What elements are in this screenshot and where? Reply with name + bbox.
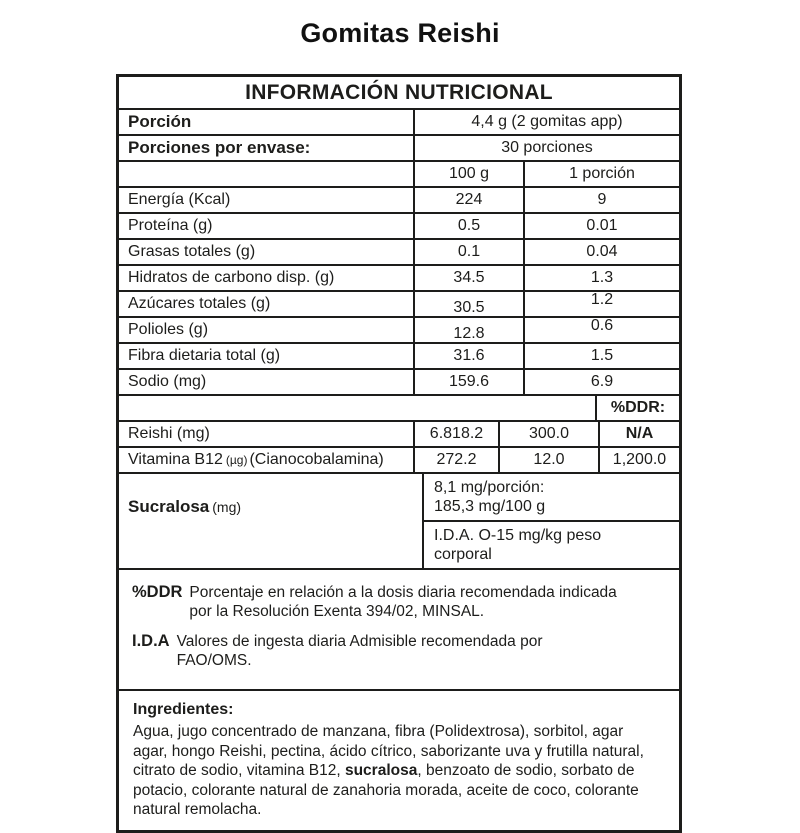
ingredients-text-part2: , benzoato de sodio, sorbato de potacio, colorante natural de zanahoria morada, aceite de coco, colorante natural remolacha.	[133, 762, 639, 818]
ddr-header-label: %DDR:	[595, 396, 679, 420]
nutrient-row-sodium	[119, 368, 679, 394]
nutrient-row-fat	[119, 238, 679, 264]
nutrient-row-protein	[119, 212, 679, 238]
nutrient-label: Hidratos de carbono disp. (g)	[128, 269, 335, 286]
nutrient-label: Energía (Kcal)	[128, 191, 231, 208]
servings-label: Porciones por envase:	[128, 138, 311, 157]
sucralose-dose-per-portion: 8,1 mg/porción:	[434, 479, 545, 496]
nutrient-value-portion: 1.5	[523, 344, 679, 368]
nutrient-value-portion: 1.3	[523, 266, 679, 290]
nutrient-label: Polioles (g)	[128, 321, 209, 338]
nutrient-value-portion: 1.2	[523, 292, 679, 316]
column-header-row	[119, 160, 679, 186]
nutrient-value-portion: 6.9	[523, 370, 679, 394]
footnote-ida-term: I.D.A	[132, 632, 170, 650]
portion-label: Porción	[128, 112, 192, 131]
servings-value: 30 porciones	[413, 136, 679, 160]
nutrient-row-energy	[119, 186, 679, 212]
nutrient-value-100g: 31.6	[413, 344, 523, 368]
reishi-label: Reishi (mg)	[128, 425, 210, 442]
sucralose-label: Sucralosa (mg)	[128, 497, 242, 516]
nutrient-value-portion: 0.01	[523, 214, 679, 238]
nutrient-value-portion: 0.04	[523, 240, 679, 264]
vitamin-b12-label: Vitamina B12 (µg) (Cianocobalamina)	[128, 451, 384, 468]
vitamin-b12-value-100g: 272.2	[413, 448, 498, 472]
reishi-row	[119, 420, 679, 446]
sucralose-row	[119, 472, 679, 568]
vitamin-b12-note: (Cianocobalamina)	[249, 451, 384, 468]
sucralose-unit: (mg)	[212, 499, 242, 515]
column-header-empty	[119, 162, 413, 186]
portion-value: 4,4 g (2 gomitas app)	[413, 110, 679, 134]
nutrient-label: Fibra dietaria total (g)	[128, 347, 281, 364]
ingredients-title: Ingredientes:	[133, 701, 234, 718]
nutrient-row-sugars	[119, 290, 679, 316]
sucralose-values	[422, 474, 679, 568]
ingredients-text	[133, 722, 651, 820]
nutrient-label: Grasas totales (g)	[128, 243, 256, 260]
footnote-ida-text: Valores de ingesta diaria Admisible recomendada por FAO/OMS.	[176, 633, 543, 669]
nutrient-value-100g: 34.5	[413, 266, 523, 290]
row-portion	[119, 108, 679, 134]
nutrient-value-100g: 224	[413, 188, 523, 212]
footnote-ddr	[132, 583, 669, 621]
vitamin-b12-row	[119, 446, 679, 472]
footnote-ida	[132, 632, 669, 670]
col-header-portion: 1 porción	[523, 162, 679, 186]
reishi-ddr-value: N/A	[598, 422, 679, 446]
nutrient-label: Sodio (mg)	[128, 373, 207, 390]
vitamin-b12-unit: (µg)	[225, 453, 248, 467]
col-header-100g: 100 g	[413, 162, 523, 186]
nutrient-value-portion: 9	[523, 188, 679, 212]
nutrient-row-polyols	[119, 316, 679, 342]
nutrient-value-100g: 159.6	[413, 370, 523, 394]
reishi-value-100g: 6.818.2	[413, 422, 498, 446]
sucralose-dose-per-100g: 185,3 mg/100 g	[434, 498, 546, 515]
nutrient-value-100g: 0.5	[413, 214, 523, 238]
table-header: INFORMACIÓN NUTRICIONAL	[245, 80, 553, 104]
sucralose-ida-cell	[424, 520, 679, 568]
page-title: Gomitas Reishi	[300, 18, 500, 48]
nutrient-label: Proteína (g)	[128, 217, 213, 234]
footnote-ddr-term: %DDR	[132, 583, 183, 601]
nutrient-row-carbs	[119, 264, 679, 290]
ddr-header-row	[119, 394, 679, 420]
vitamin-b12-value-portion: 12.0	[498, 448, 598, 472]
ingredients-bold-word: sucralosa	[344, 762, 418, 779]
nutrient-value-100g: 12.8	[413, 318, 523, 342]
sucralose-ida-note: I.D.A. O-15 mg/kg peso corporal	[434, 527, 602, 563]
nutrition-table	[116, 74, 682, 833]
row-servings	[119, 134, 679, 160]
ingredients-section	[119, 689, 679, 830]
footnote-ddr-text: Porcentaje en relación a la dosis diaria recomendada indicada por la Resolución Exenta 394/02, MINSAL.	[189, 584, 617, 620]
ingredients-text-part1: Agua, jugo concentrado de manzana, fibra (Polidextrosa), sorbitol, agar agar, hongo Reishi, pectina, ácido cítrico, saborizante uva y frutilla natural, citrato de sodio, vitamina B12,	[133, 723, 644, 779]
nutrient-value-100g: 0.1	[413, 240, 523, 264]
sucralose-dose-cell	[424, 474, 679, 520]
ddr-header-empty	[119, 396, 595, 420]
nutrient-value-portion: 0.6	[523, 318, 679, 342]
footnotes-section	[119, 568, 679, 689]
reishi-value-portion: 300.0	[498, 422, 598, 446]
nutrient-row-fiber	[119, 342, 679, 368]
nutrient-value-100g: 30.5	[413, 292, 523, 316]
nutrient-label: Azúcares totales (g)	[128, 295, 271, 312]
vitamin-b12-ddr-value: 1,200.0	[598, 448, 679, 472]
